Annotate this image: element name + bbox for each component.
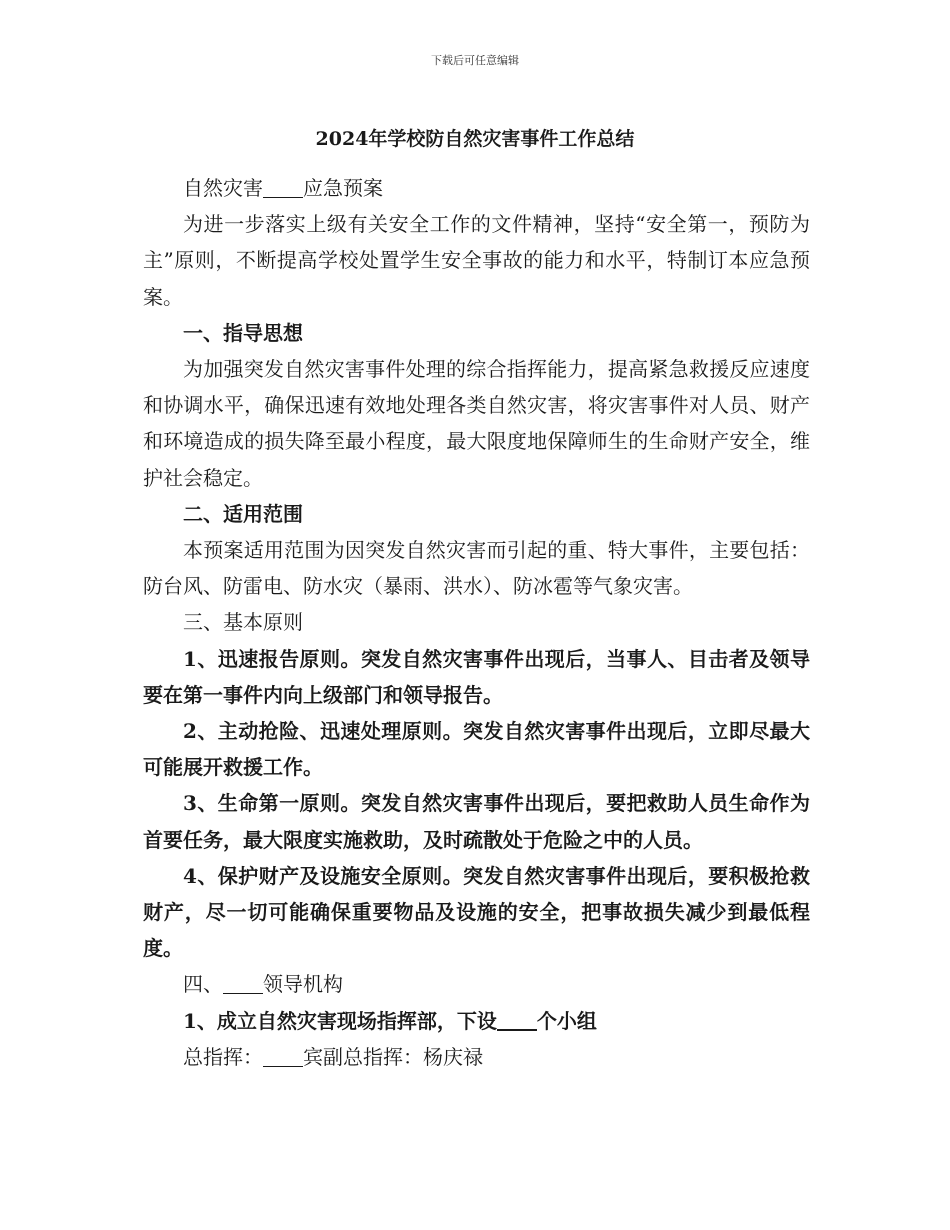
paragraph-scope: 本预案适用范围为因突发自然灾害而引起的重、特大事件，主要包括：防台风、防雷电、防水灾（暴雨、洪水）、防冰雹等气象灾害。 — [143, 538, 810, 599]
heading-principles: 三、基本原则 — [183, 610, 303, 635]
heading-guiding-thought: 一、指导思想 — [183, 320, 303, 345]
paragraph-intro — [143, 170, 810, 206]
commander-line — [143, 1039, 810, 1075]
blank-line — [497, 1009, 537, 1031]
principle-4: 4、保护财产及设施安全原则。突发自然灾害事件出现后，要积极抢救财产，尽一切可能确保重要物品及设施的安全，把事故损失减少到最低程度。 — [143, 863, 810, 961]
paragraph-guiding-thought: 为加强突发自然灾害事件处理的综合指挥能力，提高紧急救援反应速度和协调水平，确保迅速有效地处理各类自然灾害，将灾害事件对人员、财产和环境造成的损失降至最小程度，最大限度地保障师生的生命财产安全，维护社会稳定。 — [143, 357, 810, 490]
text: 宾副总指挥：杨庆禄 — [303, 1044, 483, 1069]
paragraph-purpose: 为进一步落实上级有关安全工作的文件精神，坚持“安全第一，预防为主”原则，不断提高学校处置学生安全事故的能力和水平，特制订本应急预案。 — [143, 212, 810, 309]
text: 自然灾害 — [183, 176, 263, 200]
principle-1: 1、迅速报告原则。突发自然灾害事件出现后，当事人、目击者及领导要在第一事件内向上级部门和领导报告。 — [143, 646, 810, 707]
principle-2: 2、主动抢险、迅速处理原则。突发自然灾害事件出现后，立即尽最大可能展开救援工作。 — [143, 719, 810, 780]
text: 1、成立自然灾害现场指挥部，下设 — [183, 1008, 497, 1033]
document-title: 2024年学校防自然灾害事件工作总结 — [315, 128, 635, 150]
heading-scope: 二、适用范围 — [183, 501, 303, 526]
blank-line — [263, 1046, 303, 1067]
text: 四、 — [183, 972, 223, 997]
text: 个小组 — [536, 1008, 597, 1033]
heading-leadership — [143, 966, 810, 1002]
text: 总指挥： — [183, 1044, 263, 1069]
document-body — [143, 170, 810, 1075]
blank-line — [223, 973, 263, 994]
text: 应急预案 — [303, 176, 383, 200]
principle-3: 3、生命第一原则。突发自然灾害事件出现后，要把救助人员生命作为首要任务，最大限度实施救助，及时疏散处于危险之中的人员。 — [143, 791, 810, 852]
blank-line — [263, 177, 303, 198]
subsection-1 — [143, 1003, 810, 1039]
header-note: 下载后可任意编辑 — [431, 54, 519, 67]
text: 领导机构 — [263, 972, 343, 997]
